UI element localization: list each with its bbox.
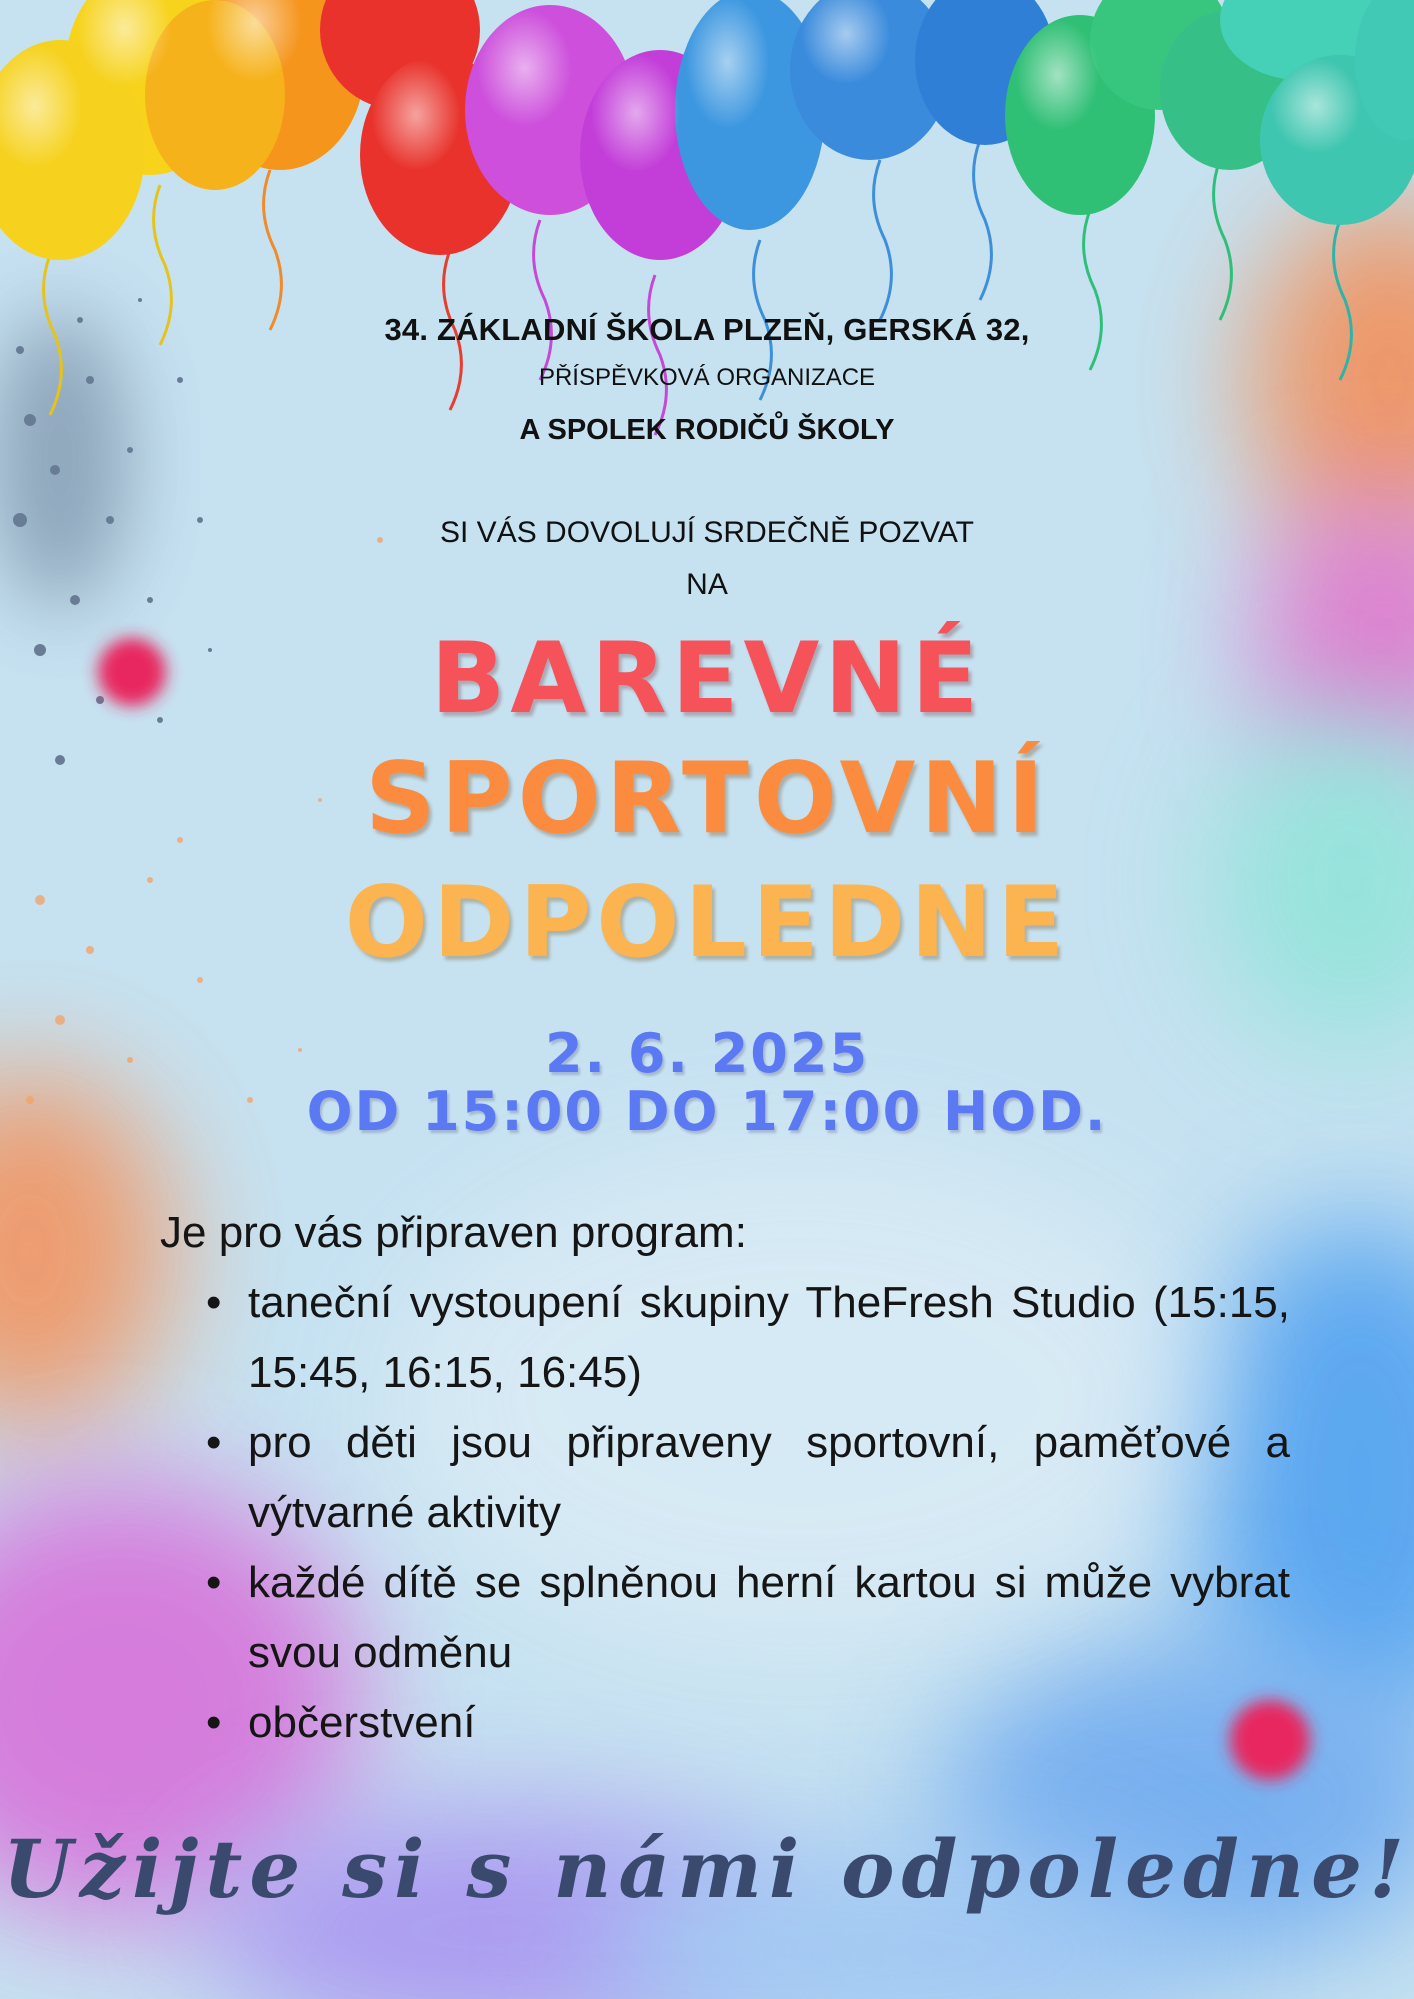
program-section — [160, 1198, 1290, 1758]
program-item-text: pro děti jsou připraveny sportovní, paměťové a výtvarné aktivity — [248, 1418, 1290, 1537]
parents-association: A SPOLEK RODIČŮ ŠKOLY — [519, 414, 895, 446]
program-item-text: každé dítě se splněnou herní kartou si může vybrat svou odměnu — [248, 1558, 1290, 1677]
event-title-line1: BAREVNÉ — [430, 622, 984, 736]
event-date: 2. 6. 2025 — [544, 1022, 870, 1085]
list-item — [206, 1688, 1290, 1758]
invitation-text-na: NA — [686, 568, 728, 601]
program-item-text: občerstvení — [248, 1698, 476, 1747]
program-item-text: taneční vystoupení skupiny TheFresh Studio (15:15, 15:45, 16:15, 16:45) — [248, 1278, 1290, 1397]
event-title-line2: SPORTOVNÍ — [365, 742, 1049, 856]
bullet-icon: • — [206, 1278, 222, 1327]
program-list — [160, 1268, 1290, 1758]
school-name: 34. ZÁKLADNÍ ŠKOLA PLZEŇ, GERSKÁ 32, — [384, 312, 1030, 347]
invitation-text: SI VÁS DOVOLUJÍ SRDEČNĚ POZVAT — [440, 516, 974, 549]
bullet-icon: • — [206, 1558, 222, 1607]
program-intro: Je pro vás připraven program: — [160, 1208, 747, 1257]
bullet-icon: • — [206, 1418, 222, 1467]
list-item — [206, 1268, 1290, 1408]
organization-type: PŘÍSPĚVKOVÁ ORGANIZACE — [538, 364, 876, 391]
event-time: OD 15:00 DO 17:00 HOD. — [306, 1080, 1108, 1143]
closing-slogan: Užijte si s námi odpoledne! — [2, 1822, 1412, 1916]
list-item — [206, 1548, 1290, 1688]
list-item — [206, 1408, 1290, 1548]
bullet-icon: • — [206, 1698, 222, 1747]
event-title-line3: ODPOLEDNE — [344, 866, 1070, 980]
